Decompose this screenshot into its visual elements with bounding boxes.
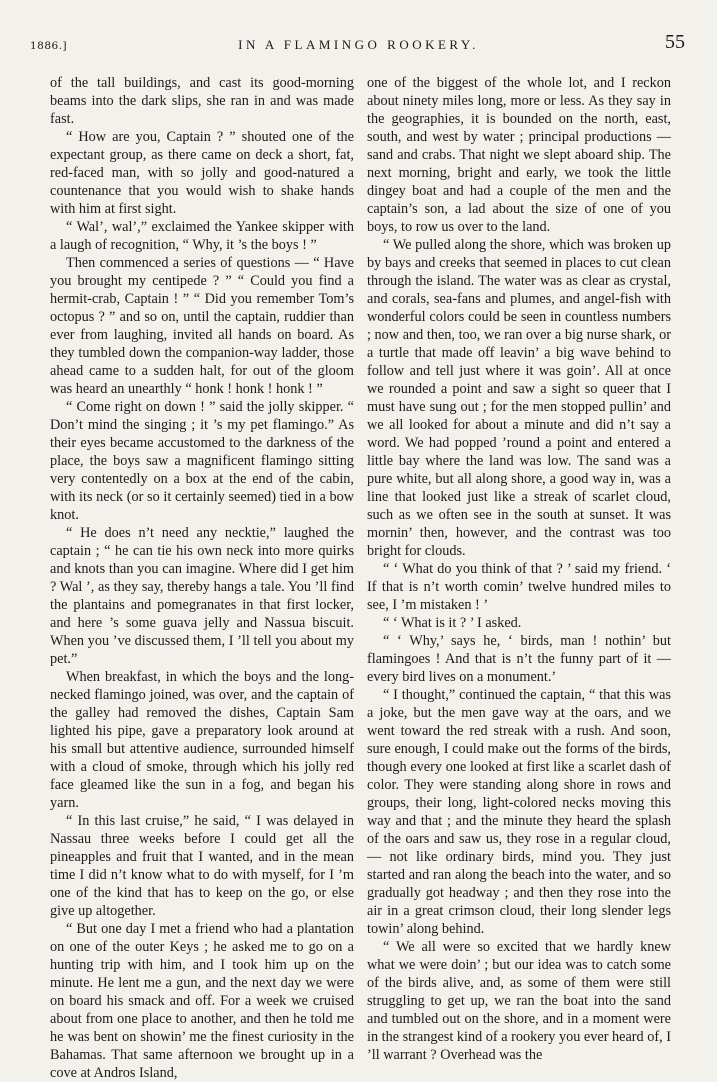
page-number: 55 — [665, 31, 685, 53]
paragraph: “ Wal’, wal’,” exclaimed the Yankee skipper with a laugh of recognition, “ Why, it ’s the boys ! ” — [50, 219, 354, 253]
paragraph: Then commenced a series of questions — “ Have you brought my centipede ? ” “ Could you find a hermit-crab, Captain ! ” “ Did you remember Tom’s octopus ? ” and so on, until the captain, ruddier than ever from laughing, invited all hands on board. As they tumbled down the companion-way ladder, those ahead came to a sudden halt, for out of the gloom was heard an unearthly “ honk ! honk ! honk ! ” — [50, 255, 354, 397]
paragraph: “ ‘ Why,’ says he, ‘ birds, man ! nothin’ but flamingoes ! And that is n’t the funny part of it — every bird lives on a monument.’ — [367, 633, 671, 685]
paragraph: “ We all were so excited that we hardly knew what we were doin’ ; but our idea was to catch some of the birds alive, and, as some of them were still struggling to get up, we ran the boat into the sand and tumbled out on the shore, and in a moment were in the strangest kind of a rookery you ever heard of, I ’ll warrant ? Overhead was the — [367, 939, 671, 1063]
paragraph: “ But one day I met a friend who had a plantation on one of the outer Keys ; he asked me to go on a hunting trip with him, and I took him up on the minute. He lent me a gun, and the next day we were on board his smack and off. For a week we cruised about from one place to another, and then he told me he was bent on showin’ me the finest curiosity in the Bahamas. That same afternoon we brought up in a cove at Andros Island, — [50, 921, 354, 1081]
right-column — [367, 74, 671, 1063]
article-title: IN A FLAMINGO ROOKERY. — [238, 37, 479, 52]
paragraph: “ I thought,” continued the captain, “ that this was a joke, but the men gave way at the oars, and we went toward the red streak with a rush. And soon, sure enough, I could make out the forms of the birds, though every one looked at first like a scarlet dash of color. They were standing along shore in rows and groups, their long, light-colored necks moving this way and that ; and the minute they heard the splash of the oars and saw us, they rose in a regular cloud, — not like ordinary birds, mind you. They just started and ran along the beach into the water, and so gradually got headway ; and then they rose into the air in a great crimson cloud, their long slender legs towin’ along behind. — [367, 687, 671, 937]
paragraph: “ We pulled along the shore, which was broken up by bays and creeks that seemed in places to cut clean through the island. The water was as clear as crystal, and corals, sea-fans and plumes, and angel-fish with wonderful colors could be seen in countless numbers ; now and then, too, we ran over a big nurse shark, or a turtle that made off leavin’ a big wave behind to follow and tell just where it was goin’. All at once we rounded a point and saw a sight so queer that I must have sung out ; for the men stopped pullin’ and we all looked for about a minute and did n’t say a word. We had popped ’round a point and entered a little bay where the land was low. The sand was a pure white, but all along shore, a good way in, was a line that looked just like a streak of scarlet cloud, such as we often see in the south at sunset. It was mornin’ then, however, and the contrast was too bright for clouds. — [367, 237, 671, 559]
paragraph: of the tall buildings, and cast its good-morning beams into the dark slips, she ran in and was made fast. — [50, 75, 354, 127]
issue-year: 1886.] — [30, 40, 68, 52]
paragraph: one of the biggest of the whole lot, and I reckon about ninety miles long, more or less. As they say in the geographies, it is bounded on the north, east, south, and west by water ; principal productions — sand and crabs. That night we slept aboard ship. The next morning, bright and early, we took the little dingey boat and had a couple of the men and the captain’s son, a lad about the size of one of you boys, to row us over to the land. — [367, 75, 671, 235]
left-column — [50, 74, 354, 1081]
paragraph: “ Come right on down ! ” said the jolly skipper. “ Don’t mind the singing ; it ’s my pet flamingo.” As their eyes became accustomed to the darkness of the place, the boys saw a magnificent flamingo sitting very contentedly on a box at the end of the cabin, with its neck (or so it certainly seemed) tied in a bow knot. — [50, 399, 354, 523]
running-header — [30, 31, 687, 60]
paragraph: “ In this last cruise,” he said, “ I was delayed in Nassau three weeks before I could get all the pineapples and fruit that I wanted, and in the mean time I did n’t know what to do with myself, for I ’m one of the kind that has to keep on the go, or else give up altogether. — [50, 813, 354, 919]
paragraph: “ ‘ What is it ? ’ I asked. — [383, 615, 522, 631]
paragraph: “ ‘ What do you think of that ? ’ said my friend. ‘ If that is n’t worth comin’ twelve hundred miles to see, I ’m mistaken ! ’ — [367, 561, 671, 613]
paragraph: “ He does n’t need any necktie,” laughed the captain ; “ he can tie his own neck into more quirks and knots than you can imagine. Where did I get him ? Wal ’, as they say, thereby hangs a tale. You ’ll find the plantains and pomegranates in that first locker, and here ’s some guava jelly and Nassua biscuit. When you ’ve discussed them, I ’ll tell you about my pet.” — [50, 525, 354, 667]
paragraph: When breakfast, in which the boys and the long-necked flamingo joined, was over, and the captain of the galley had removed the dishes, Captain Sam lighted his pipe, gave a preparatory look around at his small but attentive audience, surrounded himself with a cloud of smoke, through which his jolly red face gleamed like the sun in a fog, and began his yarn. — [50, 669, 354, 811]
paragraph: “ How are you, Captain ? ” shouted one of the expectant group, as there came on deck a short, fat, red-faced man, with so jolly and good-natured a countenance that you would wish to shake hands with him at first sight. — [50, 129, 354, 217]
